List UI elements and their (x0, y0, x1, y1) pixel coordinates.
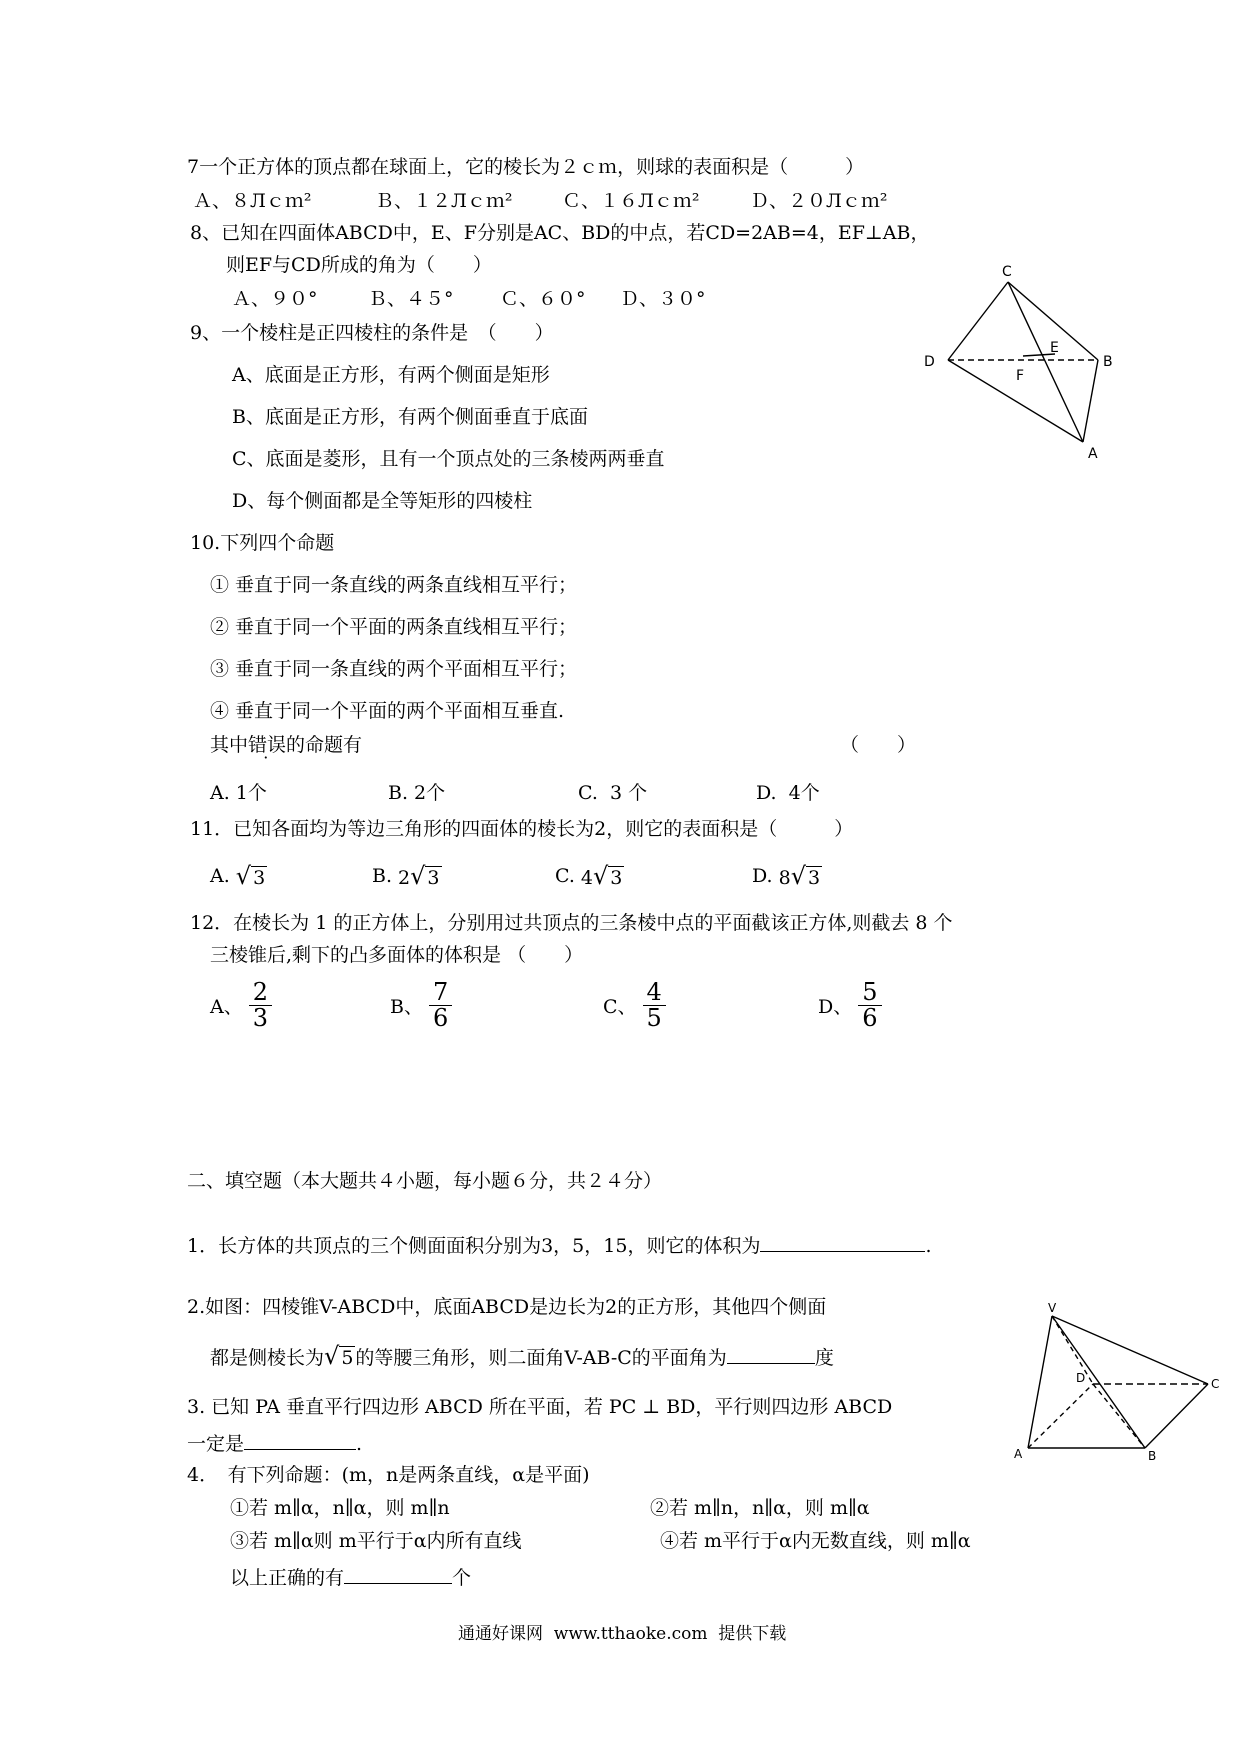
sqrt-radicand: 3 (427, 867, 440, 889)
q10-ask-emphasis: 错误 (248, 734, 287, 756)
fill-1-blank (760, 1232, 925, 1252)
fraction-denominator: 6 (862, 1004, 878, 1033)
section-2-heading: 二、填空题（本大题共４小题，每小题６分，共２４分） (187, 1170, 663, 1192)
q7-option-b: Ｂ、１２Лｃｍ² (375, 190, 513, 212)
fill-4-tail (230, 1564, 471, 1590)
q11-option-d-label: D. (752, 865, 773, 887)
sqrt-expression: √ 3 (235, 862, 266, 890)
q8-stem: 8、已知在四面体ABCD中，E、F分别是AC、BD的中点，若CD=2AB=4，EF⊥AB， (190, 222, 930, 244)
q10-option-b: B. 2个 (388, 782, 446, 804)
sqrt-radicand: 3 (253, 867, 266, 889)
q12-option-d (818, 980, 882, 1031)
fill-2-line-2-post: 的等腰三角形，则二面角V-AB-C的平面角为 (355, 1347, 727, 1369)
label-c: C (1211, 1377, 1220, 1391)
q7-option-c: Ｃ、１６Лｃｍ² (562, 190, 700, 212)
fraction (643, 980, 666, 1031)
sqrt-coef: 8 (778, 867, 791, 889)
fraction-denominator: 6 (432, 1004, 449, 1033)
fill-4-tail-pre: 以上正确的有 (230, 1567, 345, 1589)
fill-3-line-2-text: 一定是 (187, 1433, 245, 1455)
q10-item-1: ① 垂直于同一条直线的两条直线相互平行； (210, 574, 578, 596)
q10-item-4: ④ 垂直于同一个平面的两个平面相互垂直. (210, 700, 565, 722)
q7-option-d: Ｄ、２０Лｃｍ² (750, 190, 888, 212)
sqrt-expression: 2√ 3 (398, 862, 440, 890)
sqrt-radicand: 3 (808, 867, 821, 889)
label-v: V (1048, 1301, 1057, 1315)
fill-2-line-2 (210, 1342, 834, 1371)
fill-1 (187, 1232, 932, 1258)
q10-ask-pre: 其中 (210, 734, 249, 756)
label-b: B (1103, 354, 1113, 370)
fill-3-line-2 (187, 1430, 362, 1456)
fill-1-end: . (925, 1235, 932, 1257)
footer-text: 通通好课网 www.tthaoke.com 提供下载 (458, 1624, 787, 1644)
q12-stem: 12．在棱长为 1 的正方体上，分别用过共顶点的三条棱中点的平面截该正方体,则截去 8 个 (190, 912, 953, 934)
q8-option-c: Ｃ、６０° (500, 288, 586, 310)
fill-2-blank (727, 1344, 815, 1364)
tetrahedron-figure (920, 258, 1120, 468)
sqrt-radicand: 5 (341, 1347, 354, 1369)
fill-4-item-1: ①若 m∥α，n∥α，则 m∥n (230, 1497, 450, 1519)
q11-option-a (210, 862, 267, 890)
q11-option-b (372, 862, 442, 890)
q11-option-c-label: C. (555, 865, 575, 887)
q10-option-d: D. 4个 (756, 782, 820, 804)
fraction-denominator: 5 (646, 1004, 662, 1033)
q10-option-a: A. 1个 (210, 782, 267, 804)
fill-3-blank (244, 1430, 356, 1450)
q11-option-c (555, 862, 624, 890)
q12-option-b-label: B、 (390, 996, 423, 1019)
fraction-numerator: 5 (858, 980, 881, 1006)
q10-paren: （ ） (840, 734, 917, 756)
sqrt-coef: 2 (398, 867, 411, 889)
q12-option-a-label: A、 (210, 996, 243, 1019)
fraction-numerator: 4 (643, 980, 666, 1006)
sqrt-expression: 8√ 3 (778, 862, 821, 890)
q9-option-a: A、底面是正方形，有两个侧面是矩形 (232, 364, 550, 386)
q11-stem: 11．已知各面均为等边三角形的四面体的棱长为2，则它的表面积是（ ） (190, 818, 854, 840)
fill-2-line-2-pre: 都是侧棱长为 (210, 1347, 325, 1369)
sqrt-coef: 4 (580, 867, 593, 889)
fill-4-item-2: ②若 m∥n，n∥α，则 m∥α (650, 1497, 870, 1519)
sqrt-radicand: 3 (610, 867, 623, 889)
q7-option-a: Ａ、８Лｃｍ² (193, 190, 312, 212)
q9-option-b: B、底面是正方形，有两个侧面垂直于底面 (232, 406, 588, 428)
label-c: C (1002, 264, 1012, 280)
fraction-numerator: 2 (249, 980, 272, 1006)
q9-option-c: C、底面是菱形，且有一个顶点处的三条棱两两垂直 (232, 448, 665, 470)
q9-stem: 9、一个棱柱是正四棱柱的条件是 （ ） (190, 322, 554, 344)
fill-4-stem: 4． 有下列命题：(m，n是两条直线，α是平面) (187, 1464, 590, 1486)
q11-option-d (752, 862, 822, 890)
fraction-numerator: 7 (429, 980, 452, 1006)
q10-ask-post: 的命题有 (286, 734, 363, 756)
q12-option-c (603, 980, 666, 1031)
q12-stem-2: 三棱锥后,剩下的凸多面体的体积是 （ ） (210, 944, 584, 966)
fraction (858, 980, 881, 1031)
q12-option-c-label: C、 (603, 996, 637, 1019)
fill-4-blank (344, 1564, 452, 1584)
q8-stem-2: 则EF与CD所成的角为（ ） (226, 254, 492, 276)
q12-option-d-label: D、 (818, 996, 853, 1019)
fraction-denominator: 3 (252, 1004, 269, 1033)
q10-item-2: ② 垂直于同一个平面的两条直线相互平行； (210, 616, 578, 638)
q10-item-3: ③ 垂直于同一条直线的两个平面相互平行； (210, 658, 578, 680)
fraction (249, 980, 272, 1031)
label-d: D (1076, 1371, 1086, 1385)
fraction (429, 980, 452, 1031)
label-d: D (924, 354, 935, 370)
q8-option-d: Ｄ、３０° (620, 288, 706, 310)
label-a: A (1088, 446, 1098, 462)
q8-option-b: Ｂ、４５° (368, 288, 454, 310)
label-b: B (1148, 1449, 1157, 1463)
label-a: A (1014, 1447, 1023, 1461)
q8-option-a: Ａ、９０° (232, 288, 318, 310)
fill-4-item-3: ③若 m∥α则 m平行于α内所有直线 (230, 1530, 522, 1552)
sqrt-expression: 4√ 3 (580, 862, 623, 890)
q11-option-b-label: B. (372, 865, 393, 887)
label-f: F (1016, 368, 1025, 384)
label-e: E (1050, 340, 1059, 356)
q10-option-c: C. 3 个 (578, 782, 648, 804)
sqrt-expression: √ 5 (324, 1342, 354, 1370)
fill-2-unit: 度 (814, 1347, 834, 1369)
q7-stem: 7一个正方体的顶点都在球面上，它的棱长为２ｃｍ，则球的表面积是（ ） (187, 156, 865, 178)
q12-option-b (390, 980, 452, 1031)
fill-3-line-1: 3. 已知 PA 垂直平行四边形 ABCD 所在平面，若 PC ⊥ BD，平行则四边形 ABCD (187, 1396, 893, 1418)
q10-question (210, 734, 362, 757)
fill-2-line-1: 2.如图：四棱锥V-ABCD中，底面ABCD是边长为2的正方形，其他四个侧面 (187, 1296, 827, 1318)
fill-4-tail-post: 个 (452, 1567, 472, 1589)
q11-option-a-label: A. (210, 865, 230, 887)
q9-option-d: D、每个侧面都是全等矩形的四棱柱 (232, 490, 533, 512)
fill-4-item-4: ④若 m平行于α内无数直线，则 m∥α (660, 1530, 971, 1552)
pyramid-figure (1008, 1300, 1230, 1470)
q12-option-a (210, 980, 272, 1031)
fill-3-end: . (356, 1433, 363, 1455)
fill-1-text: 1．长方体的共顶点的三个侧面面积分别为3，5，15，则它的体积为 (187, 1235, 761, 1257)
q10-stem: 10.下列四个命题 (190, 532, 335, 554)
